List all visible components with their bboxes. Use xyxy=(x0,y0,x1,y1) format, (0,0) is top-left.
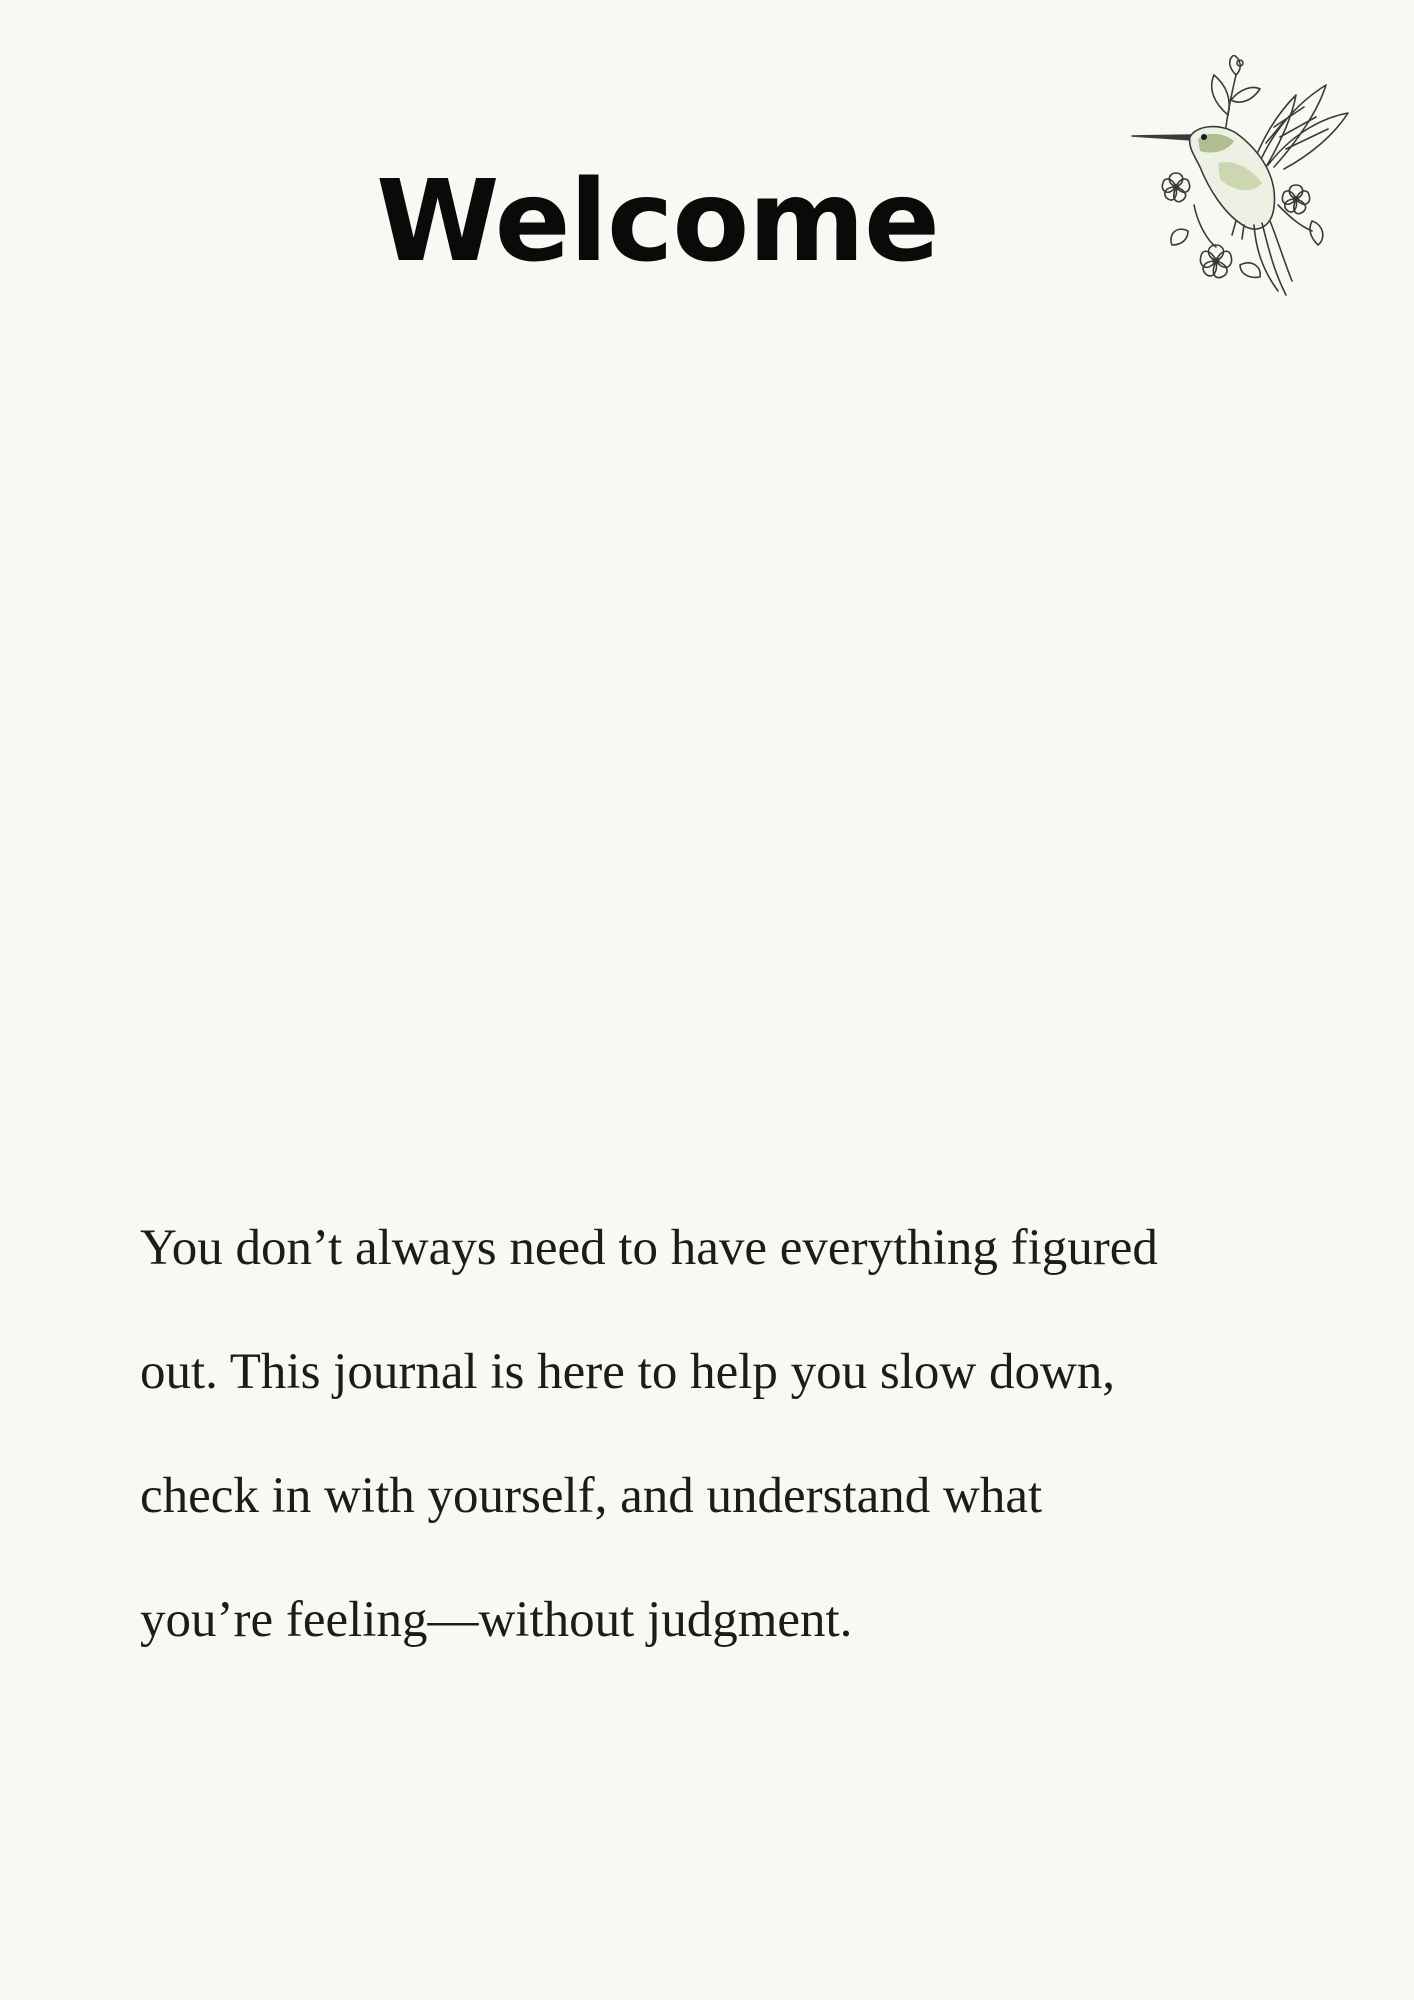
paragraph-line: out. This journal is here to help you slow down, xyxy=(140,1344,1116,1400)
hummingbird-illustration-icon xyxy=(1128,55,1358,310)
paragraph-line: you’re feeling—without judgment. xyxy=(140,1592,853,1648)
page-title: Welcome xyxy=(376,157,939,287)
paragraph-line: check in with yourself, and understand what xyxy=(140,1468,1043,1524)
welcome-paragraph xyxy=(140,1186,1280,1682)
paragraph-line: You don’t always need to have everything figured xyxy=(140,1220,1158,1276)
